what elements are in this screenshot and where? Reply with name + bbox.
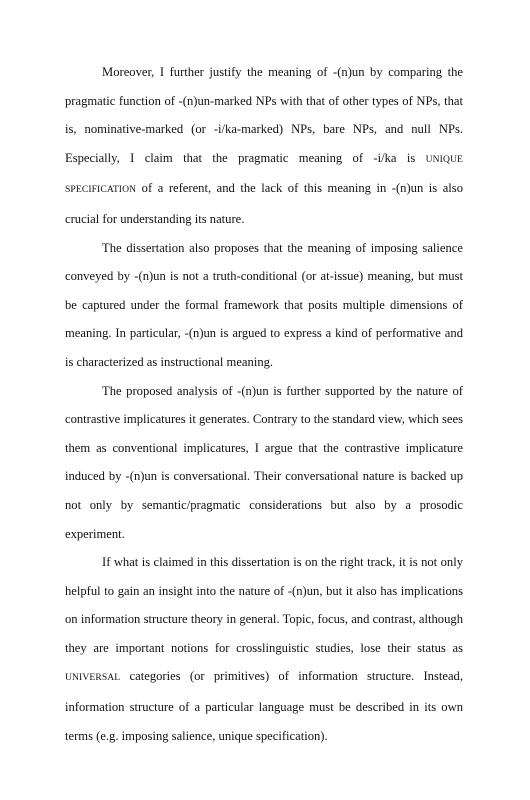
paragraph-1-text-b: of a referent, and the lack of this meaning in -(n)un is also crucial for understanding its nature. bbox=[65, 181, 463, 226]
paragraph-3: The proposed analysis of -(n)un is further supported by the nature of contrastive implicatures it generates. Contrary to the standard view, which sees them as conventional implicatures, I argue that the contrastive implicature induced by -(n)un is conversational. Their conversational nature is backed up not only by semantic/pragmatic considerations but also by a prosodic experiment. bbox=[65, 383, 463, 541]
paragraph-4 bbox=[65, 548, 463, 750]
paragraph-1-text-a: Moreover, I further justify the meaning of -(n)un by comparing the pragmatic function of -(n)un-marked NPs with that of other types of NPs, that is, nominative-marked (or -i/ka-marked) NPs, bare NPs, and null NPs. Especially, I claim that the pragmatic meaning of -i/ka is bbox=[65, 65, 463, 165]
paragraph-4-text-a: If what is claimed in this dissertation is on the right track, it is not only helpful to gain an insight into the nature of -(n)un, but it also has implications on information structure theory in general. Topic, focus, and contrast, although they are important notions for crosslinguistic studies, lose their status as bbox=[65, 555, 463, 655]
small-caps-term-universal: UNIVERSAL bbox=[65, 672, 121, 684]
document-page bbox=[65, 58, 463, 750]
small-caps-term-unique-specification: UNIQUE SPECIFICATION bbox=[65, 153, 463, 196]
paragraph-1 bbox=[65, 58, 463, 234]
paragraph-4-text-b: categories (or primitives) of information structure. Instead, information structure of a particular language must be described in its own terms (e.g. imposing salience, unique specification). bbox=[65, 669, 463, 743]
paragraph-2: The dissertation also proposes that the meaning of imposing salience conveyed by -(n)un is not a truth-conditional (or at-issue) meaning, but must be captured under the formal framework that posits multiple dimensions of meaning. In particular, -(n)un is argued to express a kind of performative and is characterized as instructional meaning. bbox=[65, 240, 463, 369]
